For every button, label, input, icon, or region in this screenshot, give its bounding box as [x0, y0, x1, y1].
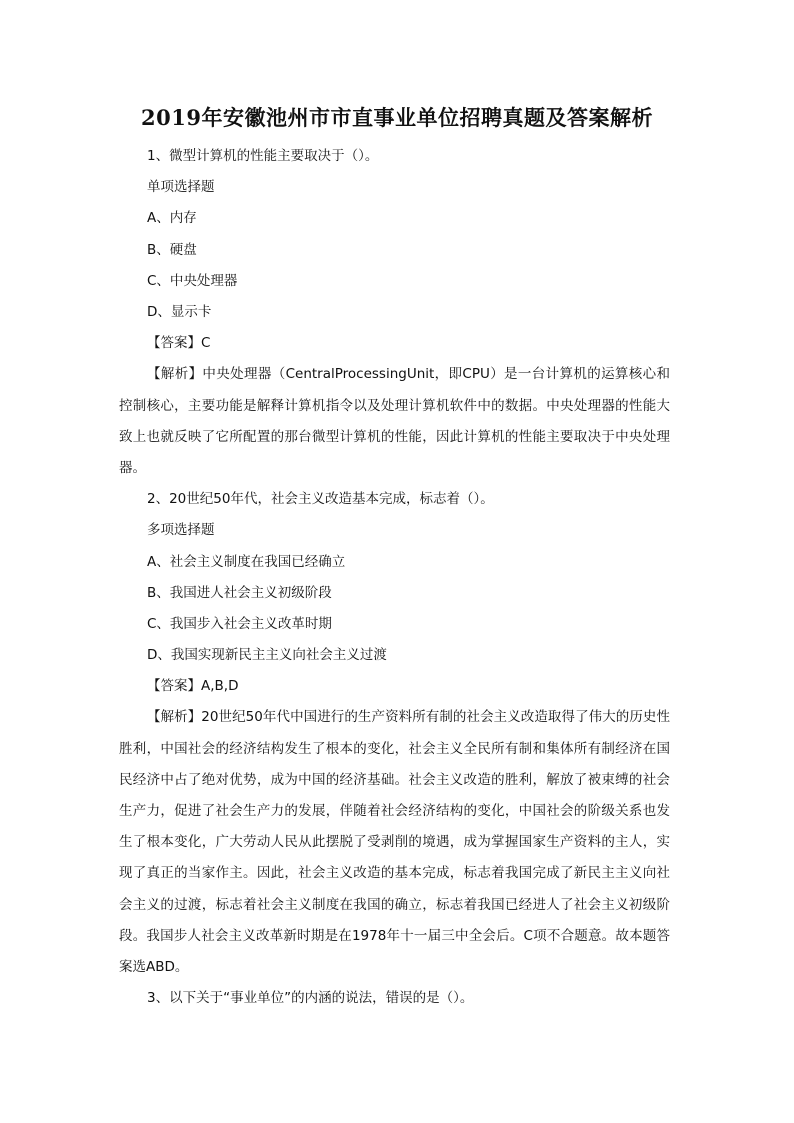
question-1-stem: 1、微型计算机的性能主要取决于（）。: [147, 148, 379, 164]
question-1-option-b: B、硬盘: [147, 241, 197, 258]
question-2-answer: 【答案】A,B,D: [147, 678, 239, 695]
question-1-analysis: 【解析】中央处理器（CentralProcessingUnit，即CPU）是一台计算机的运算核心和控制核心，主要功能是解释计算机指令以及处理计算机软件中的数据。中央处理器的性能大致上也就反映了它所配置的那台微型计算机的性能，因此计算机的性能主要取决于中央处理器。: [119, 366, 670, 476]
document-title: 2019年安徽池州市市直事业单位招聘真题及答案解析: [141, 105, 653, 130]
question-2-option-c: C、我国步入社会主义改革时期: [147, 615, 332, 632]
question-2-option-d: D、我国实现新民主主义向社会主义过渡: [147, 647, 387, 664]
document-body: [119, 141, 670, 1014]
question-1-option-a: A、内存: [147, 210, 197, 227]
question-1-type: 单项选择题: [147, 179, 215, 196]
question-2-option-b: B、我国进人社会主义初级阶段: [147, 584, 332, 601]
question-2-type: 多项选择题: [147, 522, 215, 539]
question-3-stem: 3、以下关于“事业单位”的内涵的说法，错误的是（）。: [147, 990, 474, 1007]
question-2-stem: 2、20世纪50年代，社会主义改造基本完成，标志着（）。: [147, 491, 494, 508]
question-1-answer: 【答案】C: [147, 335, 211, 352]
question-2-analysis: 【解析】20世纪50年代中国进行的生产资料所有制的社会主义改造取得了伟大的历史性胜利，中国社会的经济结构发生了根本的变化，社会主义全民所有制和集体所有制经济在国民经济中占了绝对优势，成为中国的经济基础。社会主义改造的胜利，解放了被束缚的社会生产力，促进了社会生产力的发展，伴随着社会经济结构的变化，中国社会的阶级关系也发生了根本变化，广大劳动人民从此摆脱了受剥削的境遇，成为掌握国家生产资料的主人，实现了真正的当家作主。因此，社会主义改造的基本完成，标志着我国完成了新民主主义向社会主义的过渡，标志着社会主义制度在我国的确立，标志着我国已经进人了社会主义初级阶段。我国步人社会主义改革新时期是在1978年十一届三中全会后。C项不合题意。故本题答案选ABD。: [119, 709, 670, 976]
question-2-option-a: A、社会主义制度在我国已经确立: [147, 553, 346, 570]
question-1-option-d: D、显示卡: [147, 303, 212, 320]
question-1-option-c: C、中央处理器: [147, 272, 238, 289]
